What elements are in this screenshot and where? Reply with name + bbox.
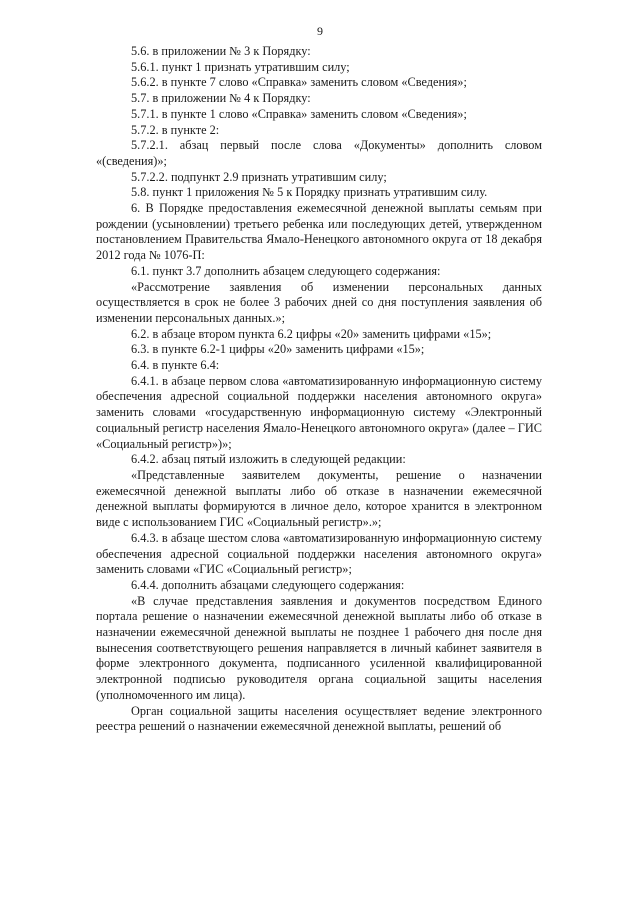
paragraph-6-3: 6.3. в пункте 6.2-1 цифры «20» заменить цифрами «15»; bbox=[131, 342, 425, 357]
paragraph-5-7-2-2: 5.7.2.2. подпункт 2.9 признать утратившим силу; bbox=[131, 169, 387, 184]
paragraph-6-1: 6.1. пункт 3.7 дополнить абзацем следующего содержания: bbox=[131, 263, 441, 278]
paragraph-5-7-2-1: 5.7.2.1. абзац первый после слова «Документы» дополнить словом «(сведения)»; bbox=[96, 138, 542, 168]
paragraph-5-7-2: 5.7.2. в пункте 2: bbox=[131, 122, 220, 137]
paragraph-6-1-quote: «Рассмотрение заявления об изменении персональных данных осуществляется в срок не более 3 рабочих дней со дня поступления заявления об изменении персональных данных.»; bbox=[96, 279, 542, 325]
paragraph-6-4-2-quote: «Представленные заявителем документы, решение о назначении ежемесячной денежной выплаты либо об отказе в назначении ежемесячной денежной выплаты формируются в личное дело, которое хранится в электронном виде с использованием ГИС «Социальный регистр».»; bbox=[96, 467, 542, 530]
paragraph-6-4: 6.4. в пункте 6.4: bbox=[131, 358, 220, 373]
paragraph-registry: Орган социальной защиты населения осуществляет ведение электронного реестра решений о назначении ежемесячной денежной выплаты, решений об bbox=[96, 703, 542, 734]
document-body bbox=[96, 44, 542, 735]
paragraph-6-4-4: 6.4.4. дополнить абзацами следующего содержания: bbox=[131, 577, 405, 592]
page-number: 9 bbox=[317, 24, 323, 38]
paragraph-6-2: 6.2. в абзаце втором пункта 6.2 цифры «20» заменить цифрами «15»; bbox=[131, 326, 492, 341]
paragraph-5-7: 5.7. в приложении № 4 к Порядку: bbox=[131, 91, 311, 106]
paragraph-6-4-3: 6.4.3. в абзаце шестом слова «автоматизированную информационную систему обеспечения адресной социальной поддержки населения автономного округа» заменить словами «ГИС «Социальный регистр»; bbox=[96, 530, 542, 577]
paragraph-5-8: 5.8. пункт 1 приложения № 5 к Порядку признать утратившим силу. bbox=[131, 185, 488, 200]
paragraph-5-6-2: 5.6.2. в пункте 7 слово «Справка» заменить словом «Сведения»; bbox=[131, 75, 467, 90]
paragraph-6-4-4-quote: «В случае представления заявления и документов посредством Единого портала решение о назначении ежемесячной денежной выплаты либо об отказе в назначении ежемесячной денежной выплаты не позднее 1 рабочего дня после дня вынесения соответствующего решения направляется в личный кабинет заявителя в форме электронного документа, подписанного усиленной квалифицированной электронной подписью руководителя органа социальной защиты населения (уполномоченного им лица). bbox=[96, 593, 542, 702]
paragraph-6-4-1: 6.4.1. в абзаце первом слова «автоматизированную информационную систему обеспечения адресной социальной поддержки населения автономного округа» заменить словами «государственную информационную систему «Электронный социальный регистр населения Ямало-Ненецкого автономного округа» (далее – ГИС «Социальный регистр»)»; bbox=[96, 373, 542, 451]
paragraph-5-6: 5.6. в приложении № 3 к Порядку: bbox=[131, 44, 311, 58]
paragraph-6: 6. В Порядке предоставления ежемесячной денежной выплаты семьям при рождении (усыновлении) третьего ребенка или последующих детей, утвержденном постановлением Правительства Ямало-Ненецкого автономного округа от 18 декабря 2012 года № 1076-П: bbox=[96, 201, 542, 263]
paragraph-5-7-1: 5.7.1. в пункте 1 слово «Справка» заменить словом «Сведения»; bbox=[131, 106, 467, 121]
paragraph-5-6-1: 5.6.1. пункт 1 признать утратившим силу; bbox=[131, 59, 350, 74]
paragraph-6-4-2: 6.4.2. абзац пятый изложить в следующей редакции: bbox=[131, 452, 406, 467]
